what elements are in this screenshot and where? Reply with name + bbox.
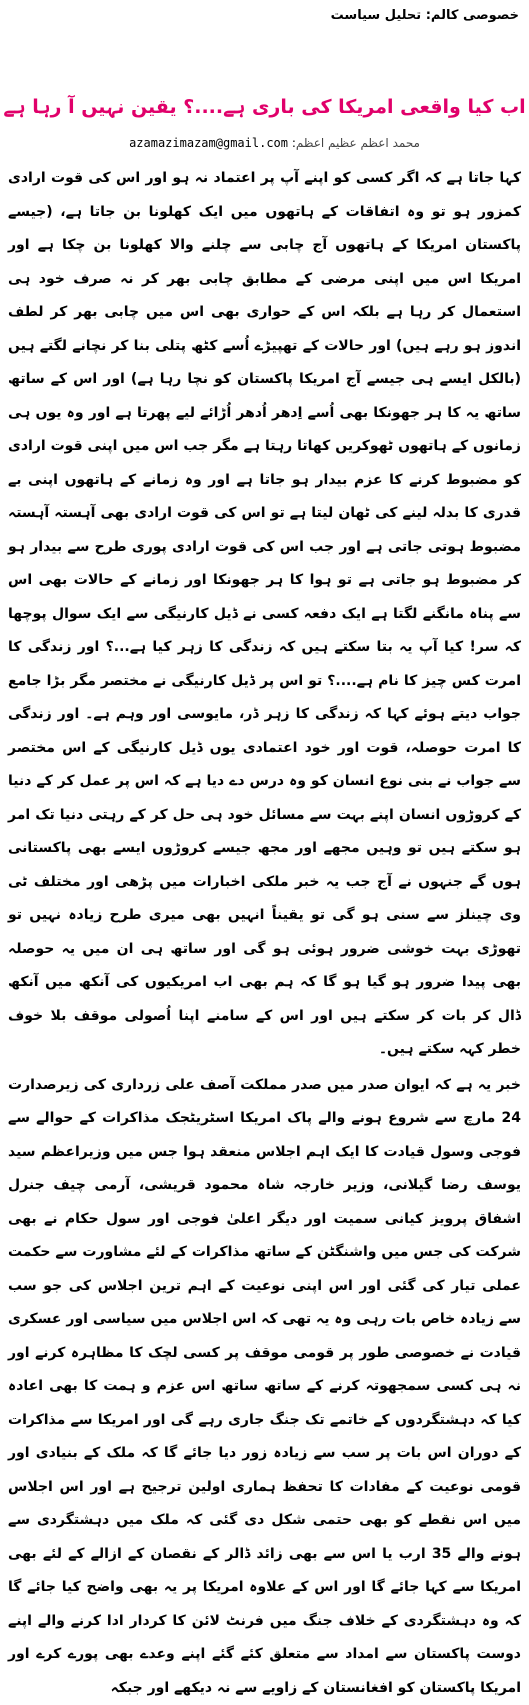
column-kicker: خصوصی کالم: تحلیل سیاست — [331, 6, 519, 26]
article-headline: اب کیا واقعی امریکا کی باری ہے....؟ یقین نہیں آ رہا ہے — [0, 92, 529, 122]
author-name: محمد اعظم عظیم اعظم — [296, 136, 420, 150]
byline-separator: : — [288, 136, 296, 150]
article-paragraph: خبر یہ ہے کہ ایوان صدر میں صدر مملکت آصف علی زرداری کی زیرصدارت 24 مارچ سے شروع ہونے والے پاک امریکا اسٹریٹجک مذاکرات کے حوالے سے فوجی وسول قیادت کا ایک اہم اجلاس منعقد ہوا جس میں وزیراعظم سید یوسف رضا گیلانی، وزیر خارجہ شاہ محمود قریشی، آرمی چیف جنرل اشفاق پرویز کیانی سمیت اور دیگر اعلیٰ فوجی اور سول حکام نے بھی شرکت کی جس میں واشنگٹن کے ساتھ مذاکرات کے لئے مشاورت سے حکمت عملی تیار کی گئی اور اس اپنی نوعیت کے اہم ترین اجلاس کی جو سب سے زیادہ خاص بات رہی وہ یہ تھی کہ اس اجلاس میں سیاسی اور عسکری قیادت نے خصوصی طور پر قومی موقف پر کسی لچک کا مظاہرہ کرنے اور نہ ہی کسی سمجھوتہ کرنے کے ساتھ ساتھ اس عزم و ہمت کا بھی اعادہ کیا کہ دہشتگردوں کے خاتمے تک جنگ جاری رہے گی اور امریکا سے مذاکرات کے دوران اس بات پر سب سے زیادہ زور دیا جائے گا کہ ملک کے بنیادی اور قومی نوعیت کے مفادات کا تحفظ ہماری اولین ترجیح ہے اور اس اجلاس میں اس نقطے کو بھی حتمی شکل دی گئی کہ ملک میں دہشتگردی سے ہونے والے 35 ارب یا اس سے بھی زائد ڈالر کے نقصان کے ازالے کے لئے بھی امریکا سے کہا جائے گا اور اس کے علاوہ امریکا پر یہ بھی واضح کیا جائے گا کہ وہ دہشتگردی کے خلاف جنگ میں فرنٹ لائن کا کردار ادا کرنے والے اپنے دوست پاکستان سے امداد سے متعلق کئے گئے اپنے وعدے بھی پورے کرے اور امریکا پاکستان کو افغانستان کے زاویے سے نہ دیکھے اور جبکہ — [8, 1069, 521, 1705]
article-body — [8, 162, 521, 1705]
author-email: azamazimazam@gmail.com — [129, 136, 288, 150]
article-paragraph: کہا جاتا ہے کہ اگر کسی کو اپنے آپ پر اعتماد نہ ہو اور اس کی قوت ارادی کمزور ہو تو وہ اتفاقات کے ہاتھوں میں ایک کھلونا بن جاتا ہے، (جیسے پاکستان امریکا کے ہاتھوں آج چابی سے چلنے والا کھلونا بن چکا ہے اور امریکا اس میں اپنی مرضی کے مطابق چابی بھر کر نہ صرف خود ہی استعمال کر رہا ہے بلکہ اس کے حواری بھی اس میں چابی بھر کر لطف اندوز ہو رہے ہیں) اور حالات کے تھپیڑے اُسے کٹھ پتلی بنا کر نچانے لگتے ہیں (بالکل ایسے ہی جیسے آج امریکا پاکستان کو نچا رہا ہے) اور اس کے ساتھ ساتھ یہ کا ہر جھونکا بھی اُسے اِدھر اُدھر اُڑائے لیے پھرتا ہے اور وہ یوں ہی زمانوں کے ہاتھوں ٹھوکریں کھاتا رہتا ہے مگر جب اس میں اپنی قوت ارادی کو مضبوط کرنے کا عزم بیدار ہو جاتا ہے اور وہ زمانے کے ہاتھوں اپنی بے قدری کا بدلہ لینے کی ٹھان لیتا ہے تو اس کی قوت ارادی بھی آہستہ آہستہ مضبوط ہوتی جاتی ہے اور جب اس کی قوت ارادی پوری طرح سے بیدار ہو کر مضبوط ہو جاتی ہے تو ہوا کا ہر جھونکا اور زمانے کے حالات بھی اس سے پناہ مانگنے لگتا ہے ایک دفعہ کسی نے ڈیل کارنیگی سے ایک سوال پوچھا کہ سر! کیا آپ یہ بتا سکتے ہیں کہ زندگی کا زہر کیا ہے...؟ اور زندگی کا امرت کس چیز کا نام ہے....؟ تو اس پر ڈیل کارنیگی نے مختصر مگر بڑا جامع جواب دیتے ہوئے کہا کہ زندگی کا زہر ڈر، مایوسی اور وہم ہے۔ اور زندگی کا امرت حوصلہ، قوت اور خود اعتمادی یوں ڈیل کارنیگی کے اس مختصر سے جواب نے بنی نوع انسان کو وہ درس دے دیا ہے کہ اس پر عمل کر کے دنیا کے کروڑوں انسان اپنے بہت سے مسائل خود ہی حل کر کے رہتی دنیا تک امر ہو سکتے ہیں تو وہیں مجھے اور مجھ جیسے کروڑوں ایسے بھی پاکستانی ہوں گے جنہوں نے آج جب یہ خبر ملکی اخبارات میں پڑھی اور مختلف ٹی وی چینلز سے سنی ہو گی تو یقیناً انہیں بھی میری طرح زیادہ نہیں تو تھوڑی بہت خوشی ضرور ہوئی ہو گی اور ساتھ ہی ان میں یہ حوصلہ بھی پیدا ضرور ہو گیا ہو گا کہ ہم بھی اب امریکیوں کی آنکھ میں آنکھ ڈال کر بات کر سکتے ہیں اور اس کے سامنے اپنا اُصولی موقف بلا خوف خطر کہہ سکتے ہیں۔ — [8, 162, 521, 1067]
byline — [150, 133, 420, 153]
